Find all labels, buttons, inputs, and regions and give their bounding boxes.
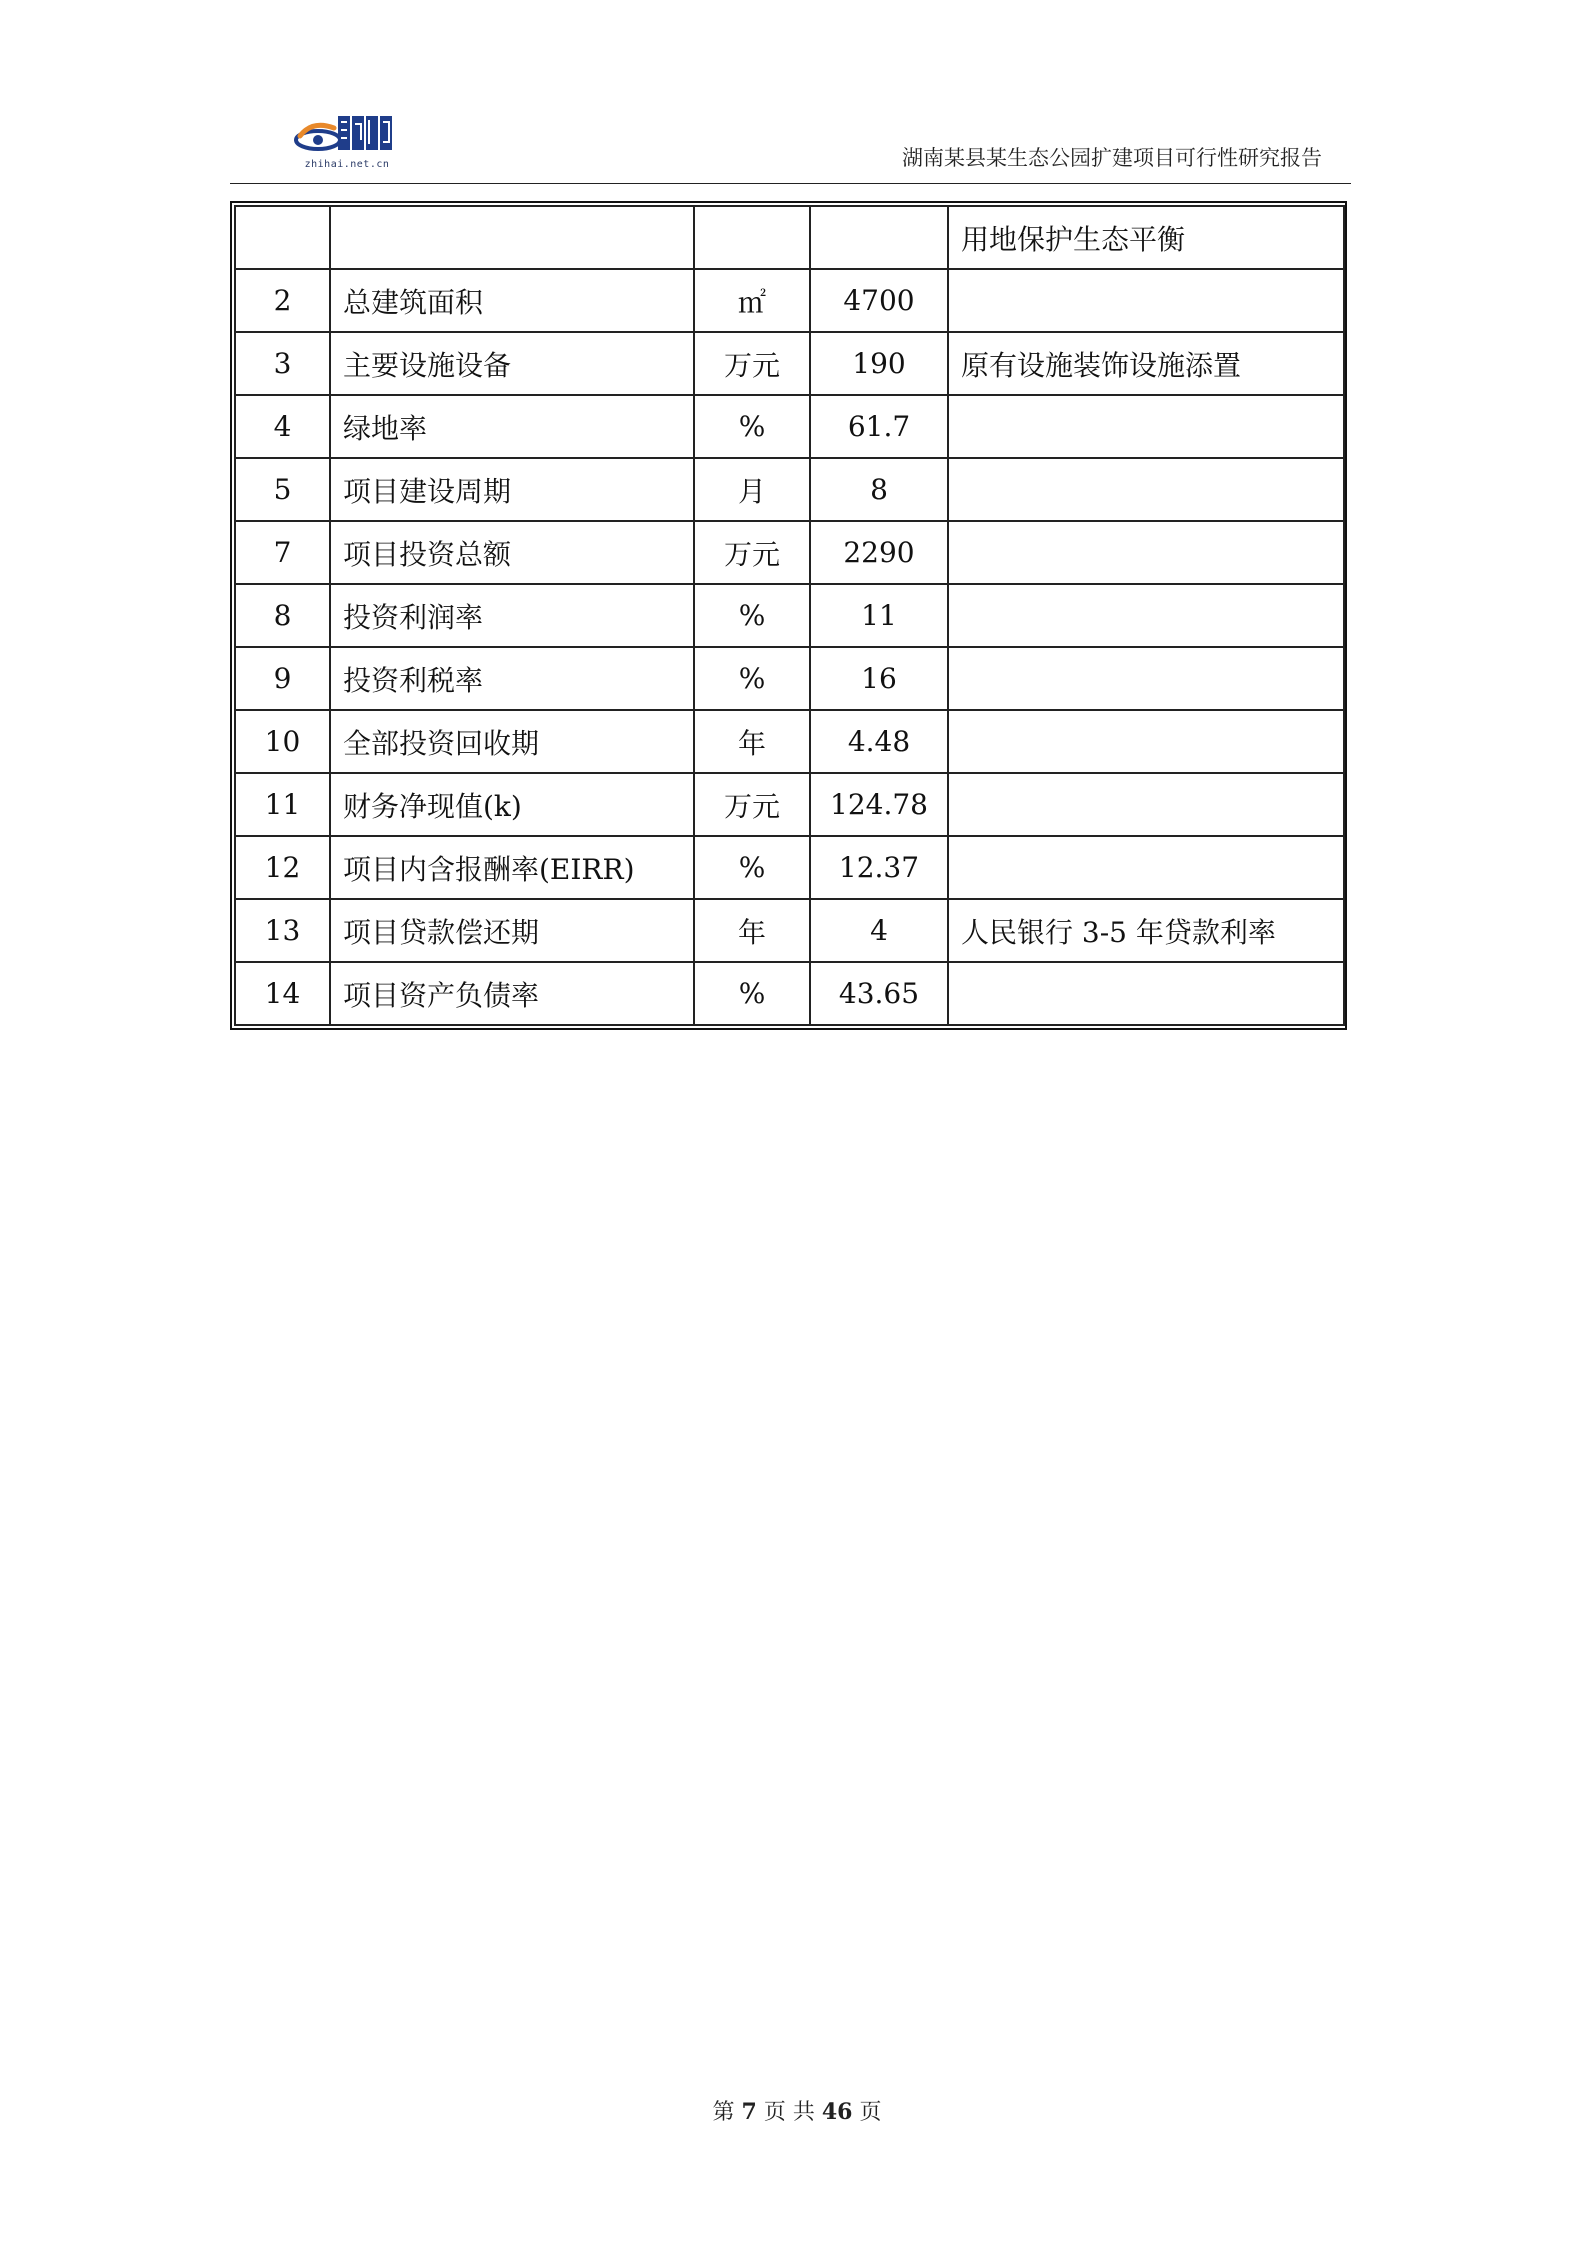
unit-cell: % [694,584,810,647]
table-row [235,773,1344,836]
row-number-cell: 8 [235,584,330,647]
row-number-cell: 3 [235,332,330,395]
note-cell [948,836,1344,899]
row-number-cell [235,206,330,269]
footer-page-total: 46 [821,2099,853,2125]
row-number-cell: 4 [235,395,330,458]
report-title: 湖南某县某生态公园扩建项目可行性研究报告 [902,146,1322,170]
item-name-cell: 项目资产负债率 [330,962,694,1025]
note-cell [948,647,1344,710]
item-name-cell: 财务净现值(k) [330,773,694,836]
value-cell: 16 [810,647,948,710]
unit-cell: % [694,647,810,710]
row-number-cell: 13 [235,899,330,962]
table-row [235,332,1344,395]
unit-cell: ㎡ [694,269,810,332]
row-number-cell: 2 [235,269,330,332]
item-name-cell: 项目投资总额 [330,521,694,584]
table-row [235,899,1344,962]
table-row [235,836,1344,899]
note-cell: 人民银行 3-5 年贷款利率 [948,899,1344,962]
unit-cell: % [694,962,810,1025]
row-number-cell: 5 [235,458,330,521]
footer-middle: 页 共 [763,2100,815,2125]
note-cell [948,458,1344,521]
note-cell [948,395,1344,458]
indicator-table [230,201,1347,1030]
value-cell: 4.48 [810,710,948,773]
note-cell [948,710,1344,773]
unit-cell: 月 [694,458,810,521]
item-name-cell: 投资利润率 [330,584,694,647]
unit-cell: 年 [694,710,810,773]
item-name-cell [330,206,694,269]
company-logo [292,112,402,174]
logo-mark-icon [292,112,402,160]
item-name-cell: 绿地率 [330,395,694,458]
item-name-cell: 主要设施设备 [330,332,694,395]
table-row [235,584,1344,647]
row-number-cell: 7 [235,521,330,584]
item-name-cell: 全部投资回收期 [330,710,694,773]
value-cell: 61.7 [810,395,948,458]
table-row [235,395,1344,458]
unit-cell: % [694,836,810,899]
unit-cell: 年 [694,899,810,962]
table-row [235,962,1344,1025]
page-footer [0,2095,1594,2126]
row-number-cell: 14 [235,962,330,1025]
unit-cell: % [694,395,810,458]
item-name-cell: 项目贷款偿还期 [330,899,694,962]
row-number-cell: 10 [235,710,330,773]
note-cell [948,962,1344,1025]
value-cell: 190 [810,332,948,395]
table-row [235,458,1344,521]
item-name-cell: 投资利税率 [330,647,694,710]
value-cell: 124.78 [810,773,948,836]
row-number-cell: 12 [235,836,330,899]
table-row [235,206,1344,269]
unit-cell: 万元 [694,332,810,395]
footer-prefix: 第 [712,2100,735,2125]
logo-caption: zhihai.net.cn [304,159,390,170]
table-row [235,269,1344,332]
value-cell: 43.65 [810,962,948,1025]
row-number-cell: 9 [235,647,330,710]
note-cell: 原有设施装饰设施添置 [948,332,1344,395]
value-cell: 11 [810,584,948,647]
item-name-cell: 总建筑面积 [330,269,694,332]
value-cell: 4 [810,899,948,962]
item-name-cell: 项目建设周期 [330,458,694,521]
table-row [235,647,1344,710]
value-cell: 2290 [810,521,948,584]
note-cell [948,521,1344,584]
unit-cell [694,206,810,269]
item-name-cell: 项目内含报酬率(EIRR) [330,836,694,899]
note-cell [948,269,1344,332]
table-row [235,521,1344,584]
header-divider [230,183,1351,184]
value-cell [810,206,948,269]
row-number-cell: 11 [235,773,330,836]
value-cell: 8 [810,458,948,521]
unit-cell: 万元 [694,521,810,584]
table-row [235,710,1344,773]
value-cell: 4700 [810,269,948,332]
value-cell: 12.37 [810,836,948,899]
footer-suffix: 页 [859,2100,882,2125]
note-cell [948,584,1344,647]
note-cell: 用地保护生态平衡 [948,206,1344,269]
footer-page-number: 7 [741,2099,757,2125]
note-cell [948,773,1344,836]
unit-cell: 万元 [694,773,810,836]
